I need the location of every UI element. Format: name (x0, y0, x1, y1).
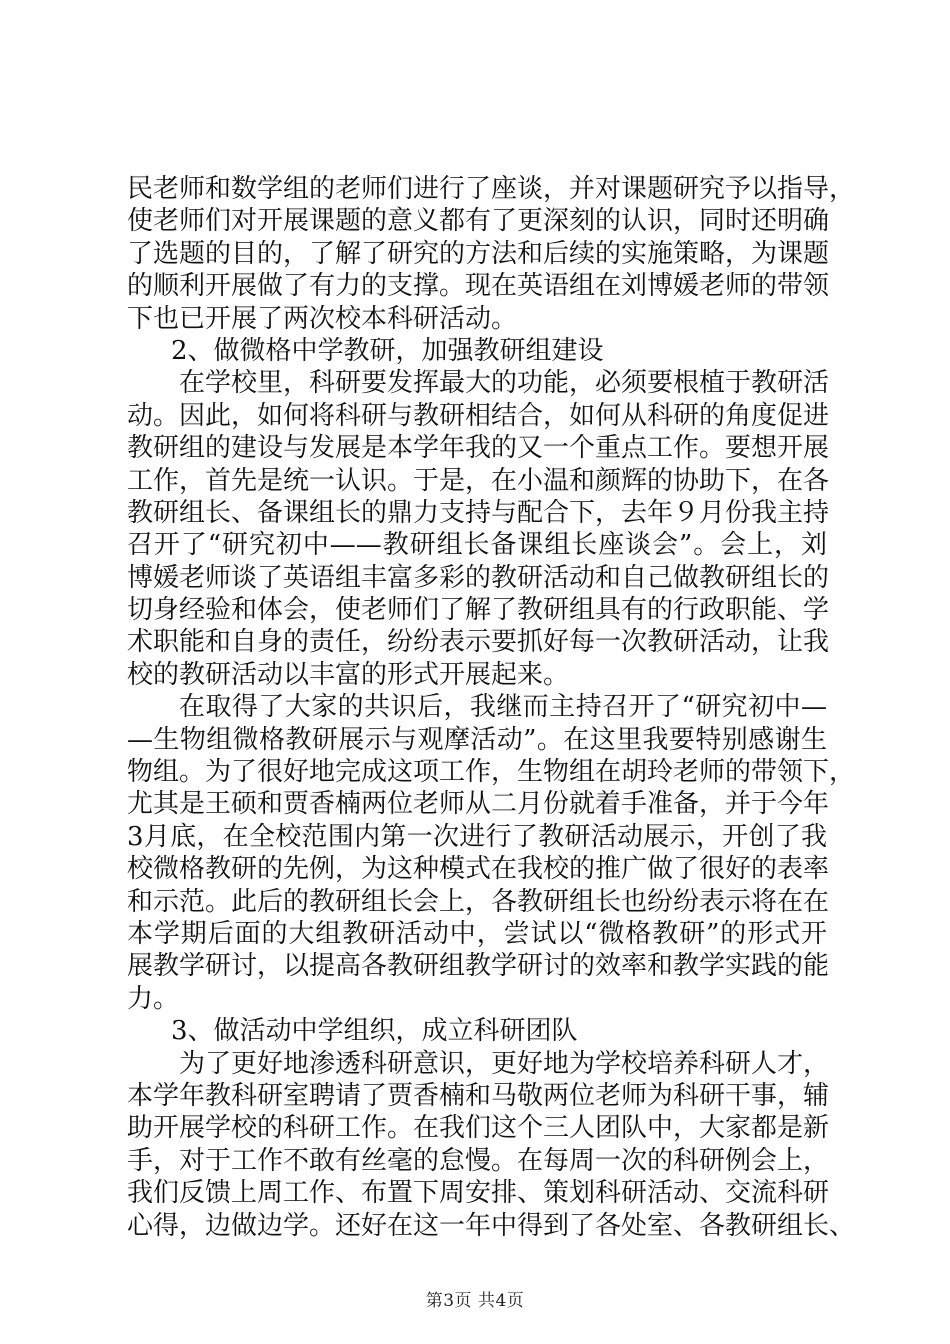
text-line: 校微格教研的先例，为这种模式在我校的推广做了很好的表率 (127, 854, 830, 885)
section-heading: 3、做活动中学组织，成立科研团队 (171, 1016, 578, 1047)
text-line: 博媛老师谈了英语组丰富多彩的教研活动和自己做教研组长的 (127, 562, 830, 593)
text-line: 教研组长、备课组长的鼎力支持与配合下，去年９月份我主持 (127, 497, 830, 528)
text-line: 展教学研讨，以提高各教研组教学研讨的效率和教学实践的能 (127, 951, 830, 982)
text-line: 力。 (127, 983, 180, 1014)
text-line: 切身经验和体会，使老师们了解了教研组具有的行政职能、学 (127, 595, 830, 626)
text-line: 在学校里，科研要发挥最大的功能，必须要根植于教研活 (179, 368, 830, 399)
text-line: 工作，首先是统一认识。于是，在小温和颜辉的协助下，在各 (127, 465, 830, 496)
page-number-footer: 第3页 共4页 (425, 1291, 525, 1311)
text-line: 的顺利开展做了有力的支撑。现在英语组在刘博媛老师的带领 (127, 271, 830, 302)
text-line: 教研组的建设与发展是本学年我的又一个重点工作。要想开展 (127, 433, 830, 464)
text-line: 尤其是王硕和贾香楠两位老师从二月份就着手准备，并于今年 (127, 789, 830, 820)
text-line: 民老师和数学组的老师们进行了座谈，并对课题研究予以指导， (127, 174, 856, 204)
text-line: 3月底，在全校范围内第一次进行了教研活动展示，开创了我 (127, 821, 827, 852)
section-heading: 2、做微格中学教研，加强教研组建设 (171, 335, 604, 366)
text-line: 本学期后面的大组教研活动中，尝试以“微格教研”的形式开 (127, 918, 827, 949)
document-body (127, 173, 856, 1242)
text-line: 使老师们对开展课题的意义都有了更深刻的认识，同时还明确 (127, 206, 830, 237)
text-line: 心得，边做边学。还好在这一年中得到了各处室、各教研组长、 (127, 1210, 856, 1241)
text-line: 动。因此，如何将科研与教研相结合，如何从科研的角度促进 (127, 400, 830, 431)
text-line: 下也已开展了两次校本科研活动。 (127, 303, 518, 334)
text-line: 本学年教科研室聘请了贾香楠和马敬两位老师为科研干事，辅 (127, 1080, 830, 1111)
text-line: 召开了“研究初中——教研组长备课组长座谈会”。会上，刘 (127, 530, 827, 561)
text-line: 术职能和自身的责任，纷纷表示要抓好每一次教研活动，让我 (127, 627, 830, 658)
text-line: 和示范。此后的教研组长会上，各教研组长也纷纷表示将在在 (127, 886, 830, 917)
text-line: 助开展学校的科研工作。在我们这个三人团队中，大家都是新 (127, 1113, 830, 1144)
text-line: 手，对于工作不敢有丝毫的怠慢。在每周一次的科研例会上， (127, 1145, 830, 1176)
text-line: 我们反馈上周工作、布置下周安排、策划科研活动、交流科研 (127, 1178, 830, 1209)
text-line: 了选题的目的，了解了研究的方法和后续的实施策略，为课题 (127, 238, 830, 269)
text-line: 为了更好地渗透科研意识，更好地为学校培养科研人才， (179, 1048, 830, 1079)
text-line: 在取得了大家的共识后，我继而主持召开了“研究初中— (179, 692, 827, 723)
text-line: 校的教研活动以丰富的形式开展起来。 (127, 659, 570, 690)
text-line: 物组。为了很好地完成这项工作，生物组在胡玲老师的带领下， (127, 757, 856, 788)
text-line: —生物组微格教研展示与观摩活动”。在这里我要特别感谢生 (127, 724, 827, 755)
